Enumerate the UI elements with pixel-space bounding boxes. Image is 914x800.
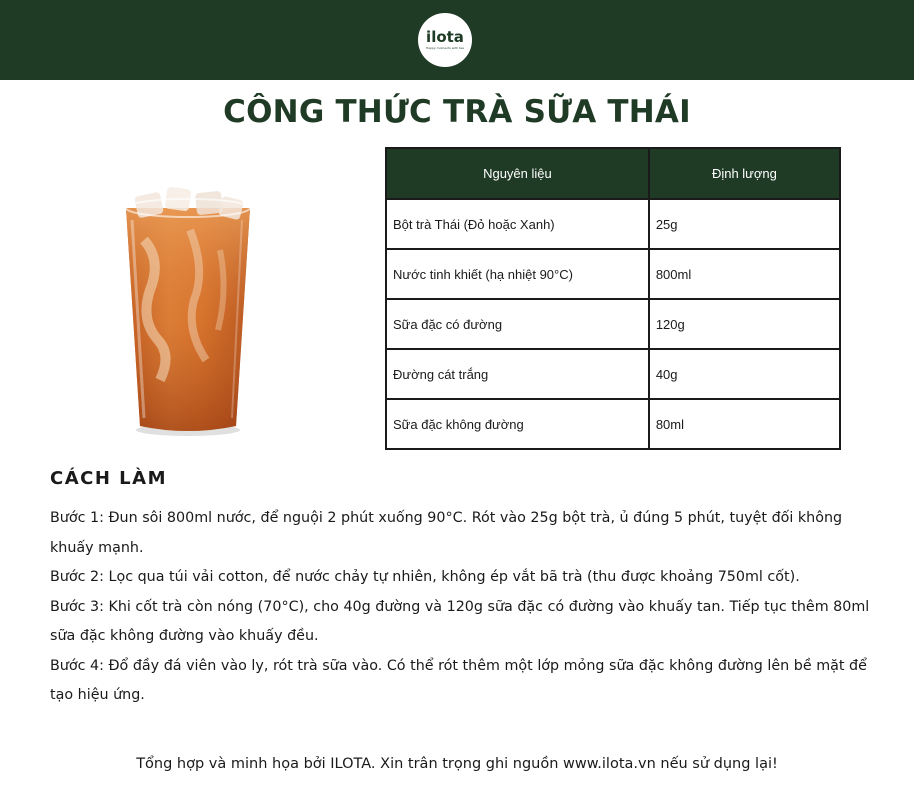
step-2: Bước 2: Lọc qua túi vải cotton, để nước chảy tự nhiên, không ép vắt bã trà (thu được khoảng 750ml cốt). <box>50 569 800 585</box>
step-4: Bước 4: Đổ đầy đá viên vào ly, rót trà sữa vào. Có thể rót thêm một lớp mỏng sữa đặc không đường lên bề mặt để tạo hiệu ứng. <box>50 657 867 703</box>
ingredients-table <box>385 147 841 450</box>
ingredient-amount: 120g <box>649 299 840 349</box>
table-header-row <box>386 148 840 199</box>
column-header-amount: Định lượng <box>649 148 840 199</box>
ingredient-amount: 800ml <box>649 249 840 299</box>
method-steps <box>50 504 870 711</box>
ingredient-amount: 80ml <box>649 399 840 449</box>
table-row <box>386 399 840 449</box>
step-1: Bước 1: Đun sôi 800ml nước, để nguội 2 phút xuống 90°C. Rót vào 25g bột trà, ủ đúng 5 phút, tuyệt đối không khuấy mạnh. <box>50 510 843 556</box>
table-row <box>386 349 840 399</box>
ingredient-name: Đường cát trắng <box>386 349 649 399</box>
column-header-ingredient: Nguyên liệu <box>386 148 649 199</box>
table-row <box>386 299 840 349</box>
logo-text: ilota <box>426 28 464 46</box>
thai-milk-tea-glass-icon <box>110 180 270 440</box>
table-row <box>386 249 840 299</box>
ingredient-name: Nước tinh khiết (hạ nhiệt 90°C) <box>386 249 649 299</box>
ingredient-name: Bột trà Thái (Đỏ hoặc Xanh) <box>386 199 649 249</box>
brand-logo[interactable] <box>418 13 472 67</box>
logo-tagline: Happy moments with tea <box>426 46 464 50</box>
table-row <box>386 199 840 249</box>
page-title: CÔNG THỨC TRÀ SỮA THÁI <box>223 94 691 130</box>
ingredient-amount: 25g <box>649 199 840 249</box>
method-heading: CÁCH LÀM <box>50 468 167 489</box>
ingredient-name: Sữa đặc có đường <box>386 299 649 349</box>
ingredient-name: Sữa đặc không đường <box>386 399 649 449</box>
footer-credit: Tổng hợp và minh họa bởi ILOTA. Xin trân trọng ghi nguồn www.ilota.vn nếu sử dụng lại! <box>136 756 778 772</box>
header-bar <box>0 0 914 80</box>
ingredient-amount: 40g <box>649 349 840 399</box>
step-3: Bước 3: Khi cốt trà còn nóng (70°C), cho 40g đường và 120g sữa đặc có đường vào khuấy tan. Tiếp tục thêm 80ml sữa đặc không đường vào khuấy đều. <box>50 598 870 644</box>
